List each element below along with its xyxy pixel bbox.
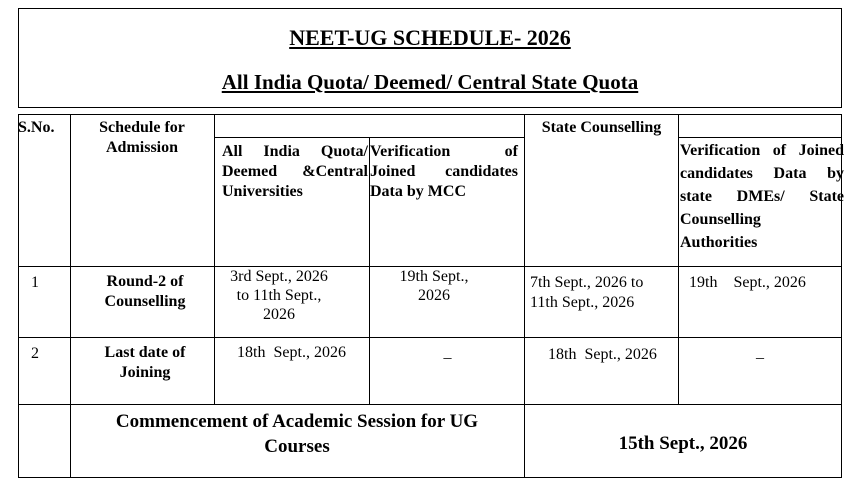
row-2-schedule-line: Last date of xyxy=(104,344,186,361)
row-2-state-counselling: 18th Sept., 2026 xyxy=(548,346,657,363)
row-divider-2 xyxy=(18,337,842,338)
header-verification-state xyxy=(680,139,844,254)
header-verification-mcc xyxy=(370,142,518,202)
page-subtitle: All India Quota/ Deemed/ Central State Quota xyxy=(221,70,639,94)
header-aiq xyxy=(222,142,368,202)
table-border-top xyxy=(18,114,842,115)
row-2-aiq: 18th Sept., 2026 xyxy=(237,344,346,361)
row-1-aiq-line: 2026 xyxy=(263,306,295,323)
row-2-verification-state: _ xyxy=(756,344,764,361)
header-schedule-line: Schedule for xyxy=(99,119,185,136)
title-box xyxy=(18,8,842,108)
col-line-0 xyxy=(18,114,19,478)
academic-session-label-line: Commencement of Academic Session for UG xyxy=(115,411,479,432)
header-state-counselling: State Counselling xyxy=(541,119,662,136)
row-1-aiq-line: to 11th Sept., xyxy=(236,287,322,304)
table-border-bottom xyxy=(18,477,842,478)
academic-session-date: 15th Sept., 2026 xyxy=(618,433,748,454)
header-ver-state-line: state DMEs/ State xyxy=(680,188,844,205)
header-ver-state-line: Counselling xyxy=(680,211,761,228)
row-2-schedule-line: Joining xyxy=(119,364,171,381)
row-2-sno: 2 xyxy=(31,345,39,362)
row-1-aiq xyxy=(214,267,344,324)
header-split-line-left xyxy=(215,137,525,138)
row-1-schedule xyxy=(76,272,214,312)
col-line-4 xyxy=(524,114,525,478)
header-schedule-line: Admission xyxy=(105,139,179,156)
header-aiq-line: Universities xyxy=(222,183,303,200)
row-divider-3 xyxy=(18,404,842,405)
row-2-verification-mcc: _ xyxy=(443,344,452,361)
row-1-aiq-line: 3rd Sept., 2026 xyxy=(230,268,328,285)
academic-session-label xyxy=(70,409,524,459)
row-1-ver-mcc-line: 19th Sept., xyxy=(399,268,469,285)
row-1-state-line: 7th Sept., 2026 to xyxy=(530,274,644,291)
header-sno: S.No. xyxy=(18,119,55,136)
row-1-schedule-line: Counselling xyxy=(104,293,186,310)
header-aiq-line: Deemed &Central xyxy=(222,163,368,180)
row-1-sno: 1 xyxy=(31,274,39,291)
header-ver-mcc-line: Data by MCC xyxy=(370,183,466,200)
row-1-verification-mcc xyxy=(374,267,494,305)
header-schedule xyxy=(70,118,214,158)
row-2-schedule xyxy=(76,343,214,383)
row-1-verification-state: 19th Sept., 2026 xyxy=(689,274,806,291)
academic-session-label-line: Courses xyxy=(264,436,330,457)
page-title: NEET-UG SCHEDULE- 2026 xyxy=(289,25,571,50)
row-1-schedule-line: Round-2 of xyxy=(106,273,184,290)
header-ver-state-line: Authorities xyxy=(680,234,758,251)
row-1-state-counselling xyxy=(530,273,678,313)
row-1-ver-mcc-line: 2026 xyxy=(418,287,450,304)
header-split-line-right xyxy=(679,137,842,138)
header-aiq-line: All India Quota/ xyxy=(222,143,368,160)
header-ver-mcc-line: Joined candidates xyxy=(370,163,518,180)
header-ver-mcc-line: Verification of xyxy=(370,143,518,160)
header-ver-state-line: candidates Data by xyxy=(680,165,844,182)
header-ver-state-line: Verification of Joined xyxy=(680,142,844,159)
row-1-state-line: 11th Sept., 2026 xyxy=(530,294,635,311)
